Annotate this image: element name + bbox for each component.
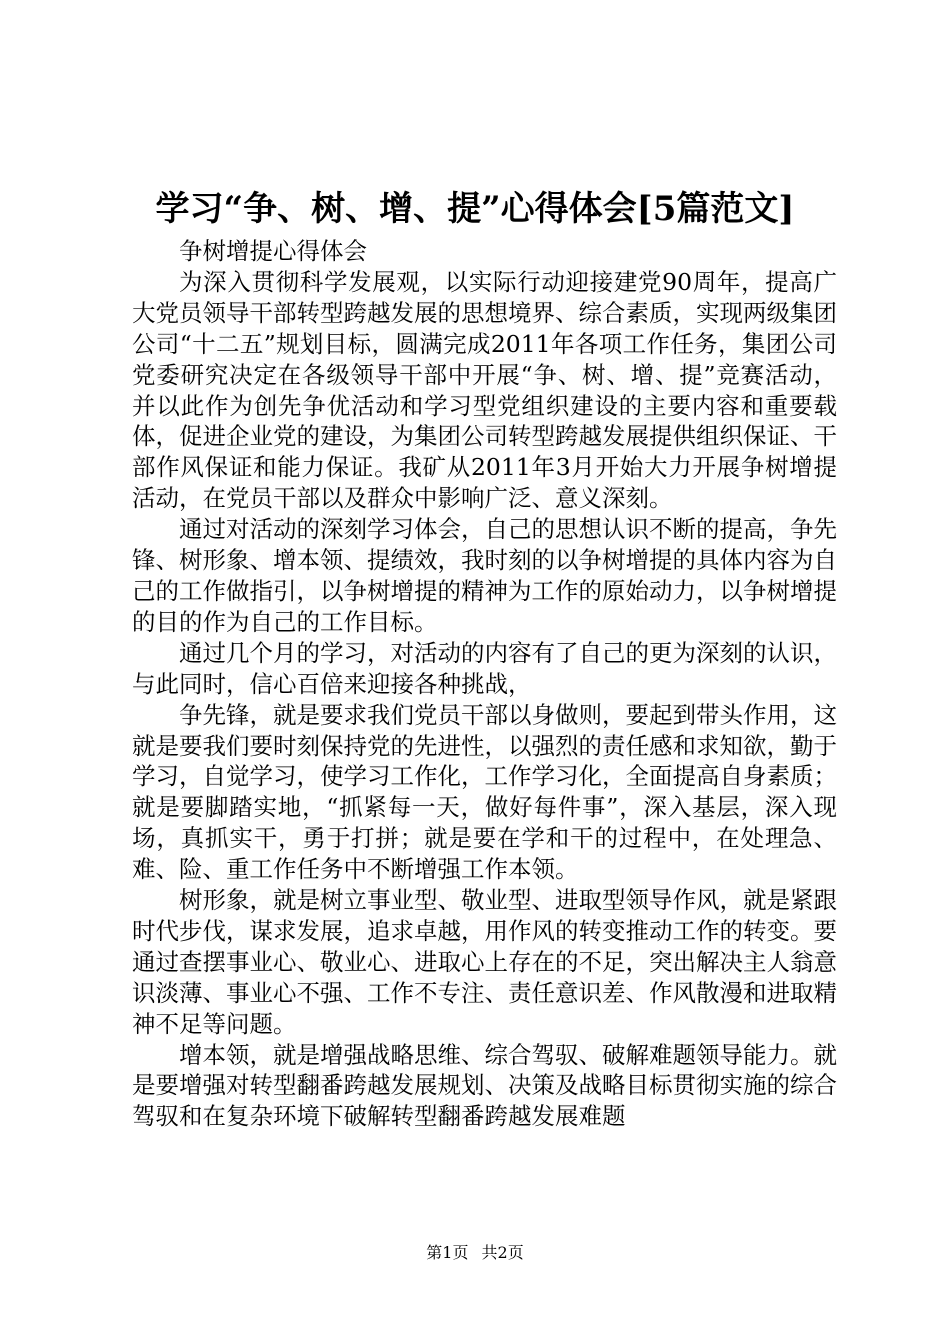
document-body [132,236,837,1132]
body-paragraph: 增本领，就是增强战略思维、综合驾驭、破解难题领导能力。就是要增强对转型翻番跨越发展规划、决策及战略目标贯彻实施的综合驾驭和在复杂环境下破解转型翻番跨越发展难题 [132,1040,837,1131]
document-title: 学习“争、树、增、提”心得体会[5篇范文] [155,189,795,229]
body-paragraph: 通过对活动的深刻学习体会，自己的思想认识不断的提高，争先锋、树形象、增本领、提绩效，我时刻的以争树增提的具体内容为自己的工作做指引，以争树增提的精神为工作的原始动力，以争树增提的目的作为自己的工作目标。 [132,515,837,636]
body-paragraph: 通过几个月的学习，对活动的内容有了自己的更为深刻的认识，与此同时，信心百倍来迎接各种挑战， [132,638,837,698]
body-paragraph: 为深入贯彻科学发展观，以实际行动迎接建党90周年，提高广大党员领导干部转型跨越发展的思想境界、综合素质，实现两级集团公司“十二五”规划目标，圆满完成2011年各项工作任务，集团公司党委研究决定在各级领导干部中开展“争、树、增、提”竞赛活动，并以此作为创先争优活动和学习型党组织建设的主要内容和重要载体，促进企业党的建设，为集团公司转型跨越发展提供组织保证、干部作风保证和能力保证。我矿从2011年3月开始大力开展争树增提活动，在党员干部以及群众中影响广泛、意义深刻。 [132,267,837,513]
page-total: 共2页 [481,1243,524,1262]
page-footer [0,1242,950,1264]
body-paragraph: 争先锋，就是要求我们党员干部以身做则，要起到带头作用，这就是要我们要时刻保持党的先进性，以强烈的责任感和求知欲，勤于学习，自觉学习，使学习工作化，工作学习化，全面提高自身素质；就是要脚踏实地，“抓紧每一天，做好每件事”，深入基层，深入现场，真抓实干，勇于打拼；就是要在学和干的过程中，在处理急、难、险、重工作任务中不断增强工作本领。 [132,700,837,884]
subtitle-paragraph: 争树增提心得体会 [179,237,367,265]
body-paragraph: 树形象，就是树立事业型、敬业型、进取型领导作风，就是紧跟时代步伐，谋求发展，追求卓越，用作风的转变推动工作的转变。要通过查摆事业心、敬业心、进取心上存在的不足，突出解决主人翁意识淡薄、事业心不强、工作不专注、责任意识差、作风散漫和进取精神不足等问题。 [132,886,837,1038]
page-number: 第1页 [426,1243,469,1262]
